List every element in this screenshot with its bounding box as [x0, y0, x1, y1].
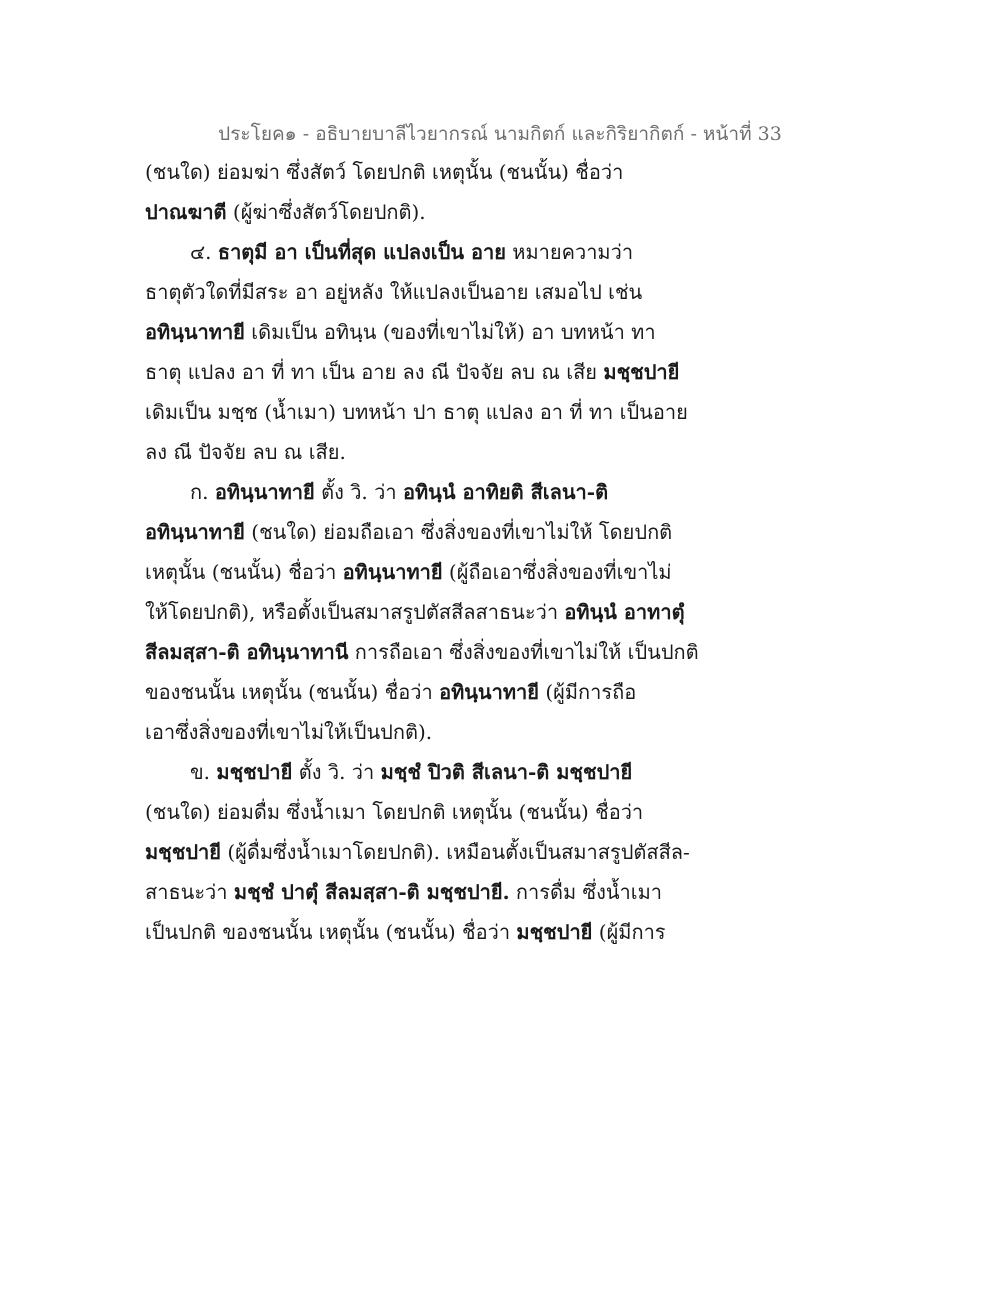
text-line	[145, 632, 699, 672]
bold-term: อทินฺนาทายี	[214, 480, 315, 504]
text-segment: ข.	[190, 760, 217, 784]
text-segment: (ชนใด) ย่อมฆ่า ซึ่งสัตว์ โดยปกติ เหตุนั้น (ชนนั้น) ชื่อว่า	[145, 160, 624, 184]
text-segment: ของชนนั้น เหตุนั้น (ชนนั้น) ชื่อว่า	[145, 680, 440, 704]
text-line	[145, 312, 675, 352]
text-line	[145, 432, 675, 472]
text-line	[145, 232, 675, 272]
bold-term: มชฺชปายี	[216, 760, 293, 784]
text-segment: (ผู้ดื่มซึ่งน้ำเมาโดยปกติ). เหมือนตั้งเป็นสมาสรูปตัสสีล-	[220, 840, 690, 864]
bold-term: อทินฺนาทายี	[145, 520, 245, 544]
text-line	[145, 552, 675, 592]
text-segment: เหตุนั้น (ชนนั้น) ชื่อว่า	[145, 560, 343, 584]
text-segment: (ชนใด) ย่อมถือเอา ซึ่งสิ่งของที่เขาไม่ให้ โดยปกติ	[244, 520, 673, 544]
bold-term: อทินฺนาทายี	[439, 680, 539, 704]
text-segment: เป็นปกติ ของชนนั้น เหตุนั้น (ชนนั้น) ชื่อว่า	[145, 920, 517, 944]
bold-term: อทินฺนาทายี	[145, 320, 245, 344]
text-line	[145, 832, 690, 872]
text-segment: (ชนใด) ย่อมดื่ม ซึ่งน้ำเมา โดยปกติ เหตุนั้น (ชนนั้น) ชื่อว่า	[145, 800, 644, 824]
text-segment: การดื่ม ซึ่งน้ำเมา	[509, 880, 663, 904]
text-segment: (ผู้ฆ่าซึ่งสัตว์โดยปกติ).	[226, 200, 426, 224]
text-line	[145, 592, 685, 632]
text-segment: ธาตุ แปลง อา ที่ ทา เป็น อาย ลง ณี ปัจจัย ลบ ณ เสีย	[145, 360, 604, 384]
text-segment: ลง ณี ปัจจัย ลบ ณ เสีย.	[145, 440, 346, 464]
text-line	[145, 152, 675, 192]
text-segment: ก.	[190, 480, 215, 504]
text-segment: หมายความว่า	[505, 240, 634, 264]
text-segment: (ผู้ถือเอาซึ่งสิ่งของที่เขาไม่	[442, 560, 672, 584]
bold-term: สีลมสฺสา-ติ อทินฺนาทานี	[145, 640, 349, 664]
bold-term: มชฺชปายี	[516, 920, 593, 944]
text-line	[145, 872, 675, 912]
text-line	[145, 472, 675, 512]
text-line	[145, 912, 675, 952]
text-segment: ตั้ง วิ. ว่า	[314, 480, 403, 504]
text-segment: (ผู้มีการ	[592, 920, 666, 944]
bold-term: มชฺชํ ปาตุํ สีลมสฺสา-ติ มชฺชปายี.	[233, 880, 510, 904]
text-segment: ตั้ง วิ. ว่า	[292, 760, 381, 784]
bold-term: มชฺชํ ปิวติ สีเลนา-ติ มชฺชปายี	[380, 760, 633, 784]
page-header: ประโยค๑ - อธิบายบาลีไวยากรณ์ นามกิตก์ และกิริยากิตก์ - หน้าที่ 33	[218, 123, 782, 145]
text-line	[145, 672, 675, 712]
text-line	[145, 352, 680, 392]
bold-term: ปาณฆาตี	[145, 200, 227, 224]
text-line	[145, 752, 675, 792]
document-body	[145, 152, 699, 952]
text-segment: ธาตุตัวใดที่มีสระ อา อยู่หลัง ให้แปลงเป็นอาย เสมอไป เช่น	[145, 280, 643, 304]
text-line	[145, 512, 675, 552]
text-segment: ให้โดยปกติ), หรือตั้งเป็นสมาสรูปตัสสีลสาธนะว่า	[145, 600, 565, 624]
text-line	[145, 392, 688, 432]
bold-term: อทินฺนํ อาทิยติ สีเลนา-ติ	[402, 480, 609, 504]
text-line	[145, 272, 675, 312]
text-line	[145, 712, 675, 752]
text-segment: สาธนะว่า	[145, 880, 234, 904]
text-segment: (ผู้มีการถือ	[538, 680, 637, 704]
bold-term: มชฺชปายี	[145, 840, 221, 864]
text-segment: ๔.	[190, 240, 218, 264]
text-line	[145, 192, 675, 232]
bold-term: อทินฺนํ อาทาตุํ	[564, 600, 685, 624]
bold-term: อทินฺนาทายี	[342, 560, 443, 584]
text-segment: เดิมเป็น อทินฺน (ของที่เขาไม่ให้) อา บทหน้า ทา	[244, 320, 656, 344]
bold-term: มชฺชปายี	[603, 360, 680, 384]
text-segment: เอาซึ่งสิ่งของที่เขาไม่ให้เป็นปกติ).	[145, 720, 433, 744]
text-line	[145, 792, 675, 832]
bold-term: ธาตุมี อา เป็นที่สุด แปลงเป็น อาย	[217, 240, 506, 264]
text-segment: เดิมเป็น มชฺช (น้ำเมา) บทหน้า ปา ธาตุ แปลง อา ที่ ทา เป็นอาย	[145, 400, 688, 424]
text-segment: การถือเอา ซึ่งสิ่งของที่เขาไม่ให้ เป็นปกติ	[348, 640, 699, 664]
